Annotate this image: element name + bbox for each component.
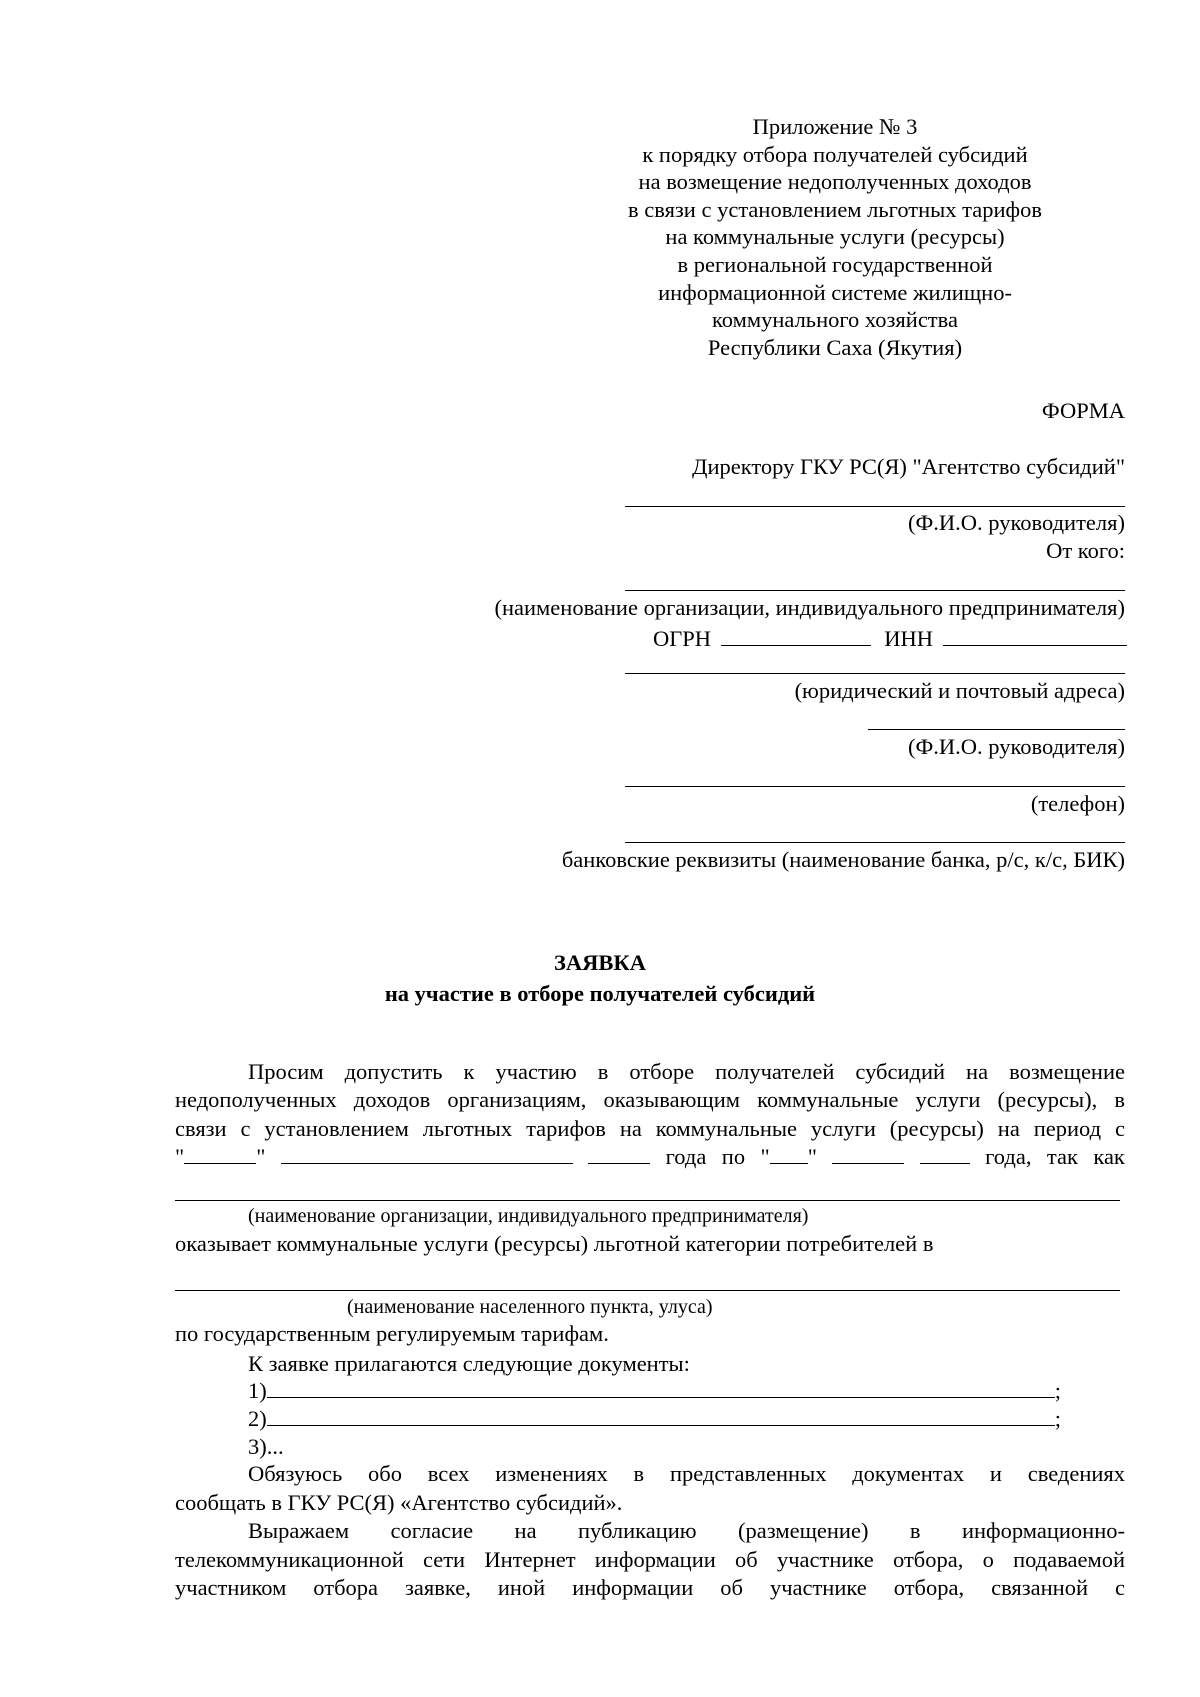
appendix-line: в связи с установлением льготных тарифов	[628, 196, 1042, 222]
request-line-2: недополученных доходов организациям, оказывающим коммунальные услуги (ресурсы), в	[175, 1087, 1125, 1112]
year-blank-end	[920, 1143, 970, 1164]
inn-label: ИНН	[884, 626, 934, 651]
documents-intro: К заявке прилагаются следующие документы:	[248, 1351, 690, 1376]
request-line-1: Просим допустить к участию в отборе получателей субсидий на возмещение	[248, 1059, 1125, 1084]
bank-caption: банковские реквизиты (наименование банка, р/с, к/с, БИК)	[561, 847, 1125, 872]
ogrn-field	[721, 623, 871, 646]
as-word: как	[1093, 1144, 1125, 1169]
settlement-caption: (наименование населенного пункта, улуса)	[347, 1296, 713, 1318]
year-word-end: года,	[985, 1144, 1032, 1169]
appendix-line: Республики Саха (Якутия)	[707, 334, 963, 360]
year-blank	[588, 1143, 650, 1164]
tariffs-text: по государственным регулируемым тарифам.	[175, 1321, 609, 1346]
phone-line	[625, 786, 1125, 787]
org-name-line	[175, 1200, 1120, 1201]
obligation-line-1: Обязуюсь обо всех изменениях в представленных документах и сведениях	[248, 1461, 1125, 1486]
period-row	[175, 1143, 1125, 1171]
ogrn-inn-row	[653, 623, 1127, 653]
document-subtitle: на участие в отборе получателей субсидий	[384, 981, 816, 1006]
settlement-line	[175, 1290, 1120, 1291]
provides-text: оказывает коммунальные услуги (ресурсы) льготной категории потребителей в	[175, 1231, 934, 1256]
consent-line-3: участником отбора заявке, иной информации об участнике отбора, связанной с	[175, 1575, 1125, 1600]
consent-line-1: Выражаем согласие на публикацию (размещение) в информационно-	[248, 1518, 1125, 1543]
document-title: ЗАЯВКА	[554, 950, 646, 975]
day-blank	[184, 1143, 256, 1164]
director-caption: (Ф.И.О. руководителя)	[908, 510, 1125, 535]
document-item-2: 2) ;	[248, 1406, 1062, 1431]
org-name-caption: (наименование организации, индивидуального предпринимателя)	[248, 1205, 809, 1227]
appendix-line: Приложение № 3	[752, 114, 918, 139]
obligation-line-2: сообщать в ГКУ РС(Я) «Агентство субсидий».	[175, 1490, 623, 1515]
so-word: так	[1046, 1144, 1078, 1169]
addressee: Директору ГКУ РС(Я) "Агентство субсидий"	[692, 454, 1125, 479]
appendix-line: в региональной государственной	[677, 251, 993, 277]
appendix-line: на возмещение недополученных доходов	[638, 169, 1032, 195]
document-item-1: 1) ;	[248, 1378, 1062, 1403]
address-line	[625, 673, 1125, 674]
ogrn-label: ОГРН	[653, 626, 712, 651]
document-1-line	[267, 1377, 1055, 1398]
month-blank-end	[832, 1143, 904, 1164]
appendix-block	[595, 113, 1075, 361]
organization-line	[625, 590, 1125, 591]
inn-field	[943, 623, 1127, 646]
appendix-line: коммунального хозяйства	[712, 307, 958, 333]
from-label: От кого:	[1046, 538, 1125, 563]
bank-line	[625, 842, 1125, 843]
appendix-line: к порядку отбора получателей субсидий	[642, 141, 1028, 167]
to-word: по	[721, 1144, 746, 1169]
address-caption: (юридический и почтовый адреса)	[794, 678, 1125, 703]
year-word: года	[665, 1144, 707, 1169]
appendix-line: информационной системе жилищно-	[658, 279, 1012, 305]
organization-caption: (наименование организации, индивидуального предпринимателя)	[494, 595, 1125, 620]
period-day-end: " "	[760, 1144, 817, 1169]
day-blank-end	[770, 1143, 808, 1164]
phone-caption: (телефон)	[1030, 791, 1125, 816]
head-name-line	[868, 729, 1125, 730]
head-caption: (Ф.И.О. руководителя)	[908, 734, 1125, 759]
period-day-start: " "	[175, 1144, 266, 1169]
month-blank	[281, 1143, 573, 1164]
document-item-3: 3)...	[248, 1434, 284, 1459]
form-label: ФОРМА	[1041, 398, 1125, 423]
consent-line-2: телекоммуникационной сети Интернет информации об участнике отбора, о подаваемой	[175, 1547, 1125, 1572]
appendix-line: на коммунальные услуги (ресурсы)	[665, 224, 1005, 250]
document-2-line	[267, 1405, 1055, 1426]
director-name-line	[625, 506, 1125, 507]
request-line-3: связи с установлением льготных тарифов на коммунальные услуги (ресурсы) на период с	[175, 1116, 1125, 1141]
